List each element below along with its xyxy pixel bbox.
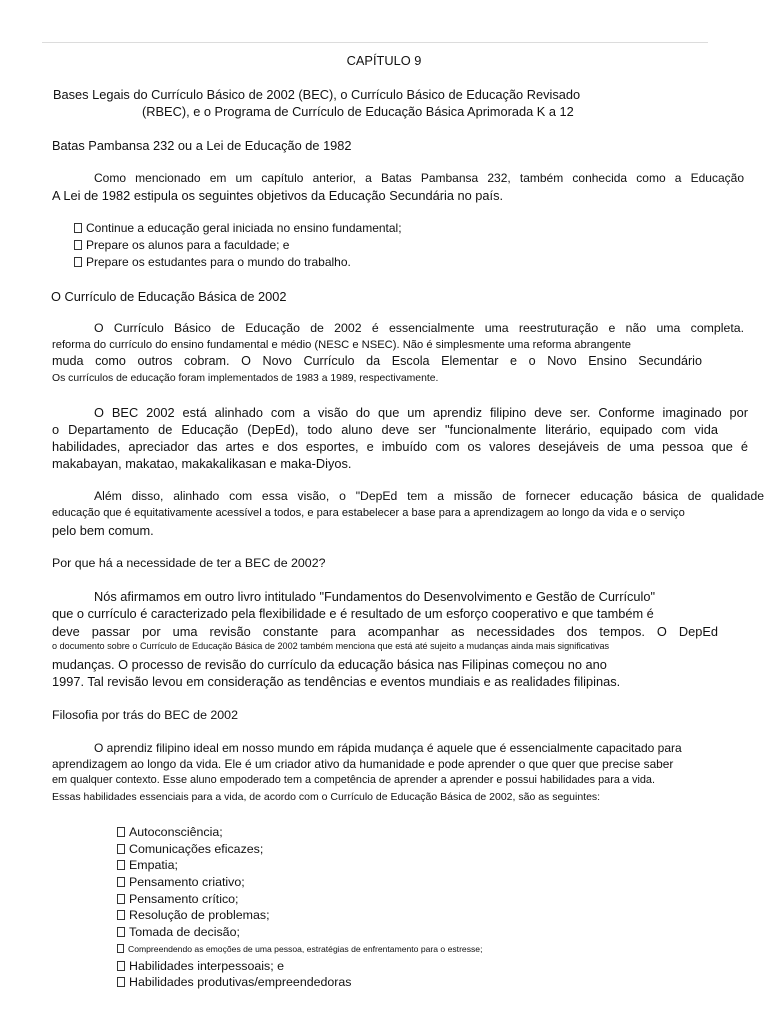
list-item: Habilidades interpessoais; e	[117, 959, 284, 974]
list-item: Pensamento criativo;	[117, 875, 245, 890]
section-title-why-bec: Por que há a necessidade de ter a BEC de 2002?	[52, 556, 326, 570]
checkbox-bullet-icon	[117, 877, 125, 887]
paragraph-line: que o currículo é caracterizado pela flexibilidade e é resultado de um esforço cooperativo e que também é	[52, 606, 654, 621]
paragraph-line: reforma do currículo do ensino fundamental e médio (NESC e NSEC). Não é simplesmente uma reforma abrangente	[52, 339, 631, 351]
paragraph-line: O Currículo Básico de Educação de 2002 é essencialmente uma reestruturação e não uma completa.	[94, 321, 744, 335]
checkbox-bullet-icon	[117, 944, 124, 953]
paragraph-line: Nós afirmamos em outro livro intitulado "Fundamentos do Desenvolvimento e Gestão de Currículo"	[94, 589, 656, 604]
list-item: Prepare os alunos para a faculdade; e	[74, 238, 289, 253]
list-item: Continue a educação geral iniciada no ensino fundamental;	[74, 221, 402, 236]
paragraph-line: O aprendiz filipino ideal em nosso mundo em rápida mudança é aquele que é essencialmente capacitado para	[94, 741, 682, 755]
paragraph-line: O BEC 2002 está alinhado com a visão do que um aprendiz filipino deve ser. Conforme imaginado por	[94, 405, 748, 420]
paragraph-line: muda como outros cobram. O Novo Currículo da Escola Elementar e o Novo Ensino Secundário	[52, 354, 702, 368]
heading-line-2: (RBEC), e o Programa de Currículo de Educação Básica Aprimorada K a 12	[142, 104, 574, 119]
paragraph-line: Essas habilidades essenciais para a vida, de acordo com o Currículo de Educação Básica de 2002, são as seguintes:	[52, 791, 601, 803]
section-title-philosophy: Filosofia por trás do BEC de 2002	[52, 708, 238, 722]
top-divider	[42, 42, 708, 43]
checkbox-bullet-icon	[117, 927, 125, 937]
checkbox-bullet-icon	[117, 961, 125, 971]
paragraph-line: habilidades, apreciador das artes e dos esportes, e imbuído com os valores desejáveis de uma pessoa que é	[52, 439, 748, 454]
paragraph-line: Como mencionado em um capítulo anterior, a Batas Pambansa 232, também conhecida como a Educação	[94, 171, 744, 185]
list-item: Autoconsciência;	[117, 825, 223, 840]
checkbox-bullet-icon	[117, 977, 125, 987]
checkbox-bullet-icon	[117, 894, 125, 904]
checkbox-bullet-icon	[74, 240, 82, 250]
paragraph-line: Além disso, alinhado com essa visão, o "DepEd tem a missão de fornecer educação básica de qualidade	[94, 489, 764, 503]
checkbox-bullet-icon	[74, 257, 82, 267]
chapter-title: CAPÍTULO 9	[346, 53, 422, 68]
list-item: Comunicações eficazes;	[117, 842, 263, 857]
checkbox-bullet-icon	[117, 827, 125, 837]
checkbox-bullet-icon	[117, 844, 125, 854]
paragraph-line: mudanças. O processo de revisão do currículo da educação básica nas Filipinas começou no ano	[52, 657, 607, 672]
section-title-bp232: Batas Pambansa 232 ou a Lei de Educação de 1982	[52, 138, 352, 153]
list-item: Tomada de decisão;	[117, 925, 240, 940]
paragraph-line: o documento sobre o Currículo de Educação Básica de 2002 também menciona que está até sujeito a mudanças ainda mais significativas	[52, 641, 610, 651]
list-item: Empatia;	[117, 858, 178, 873]
paragraph-line: aprendizagem ao longo da vida. Ele é um criador ativo da humanidade e pode aprender o que quer que precise saber	[52, 757, 674, 771]
list-item: Resolução de problemas;	[117, 908, 270, 923]
paragraph-line: deve passar por uma revisão constante para acompanhar as necessidades dos tempos. O DepEd	[52, 624, 718, 639]
list-item: Habilidades produtivas/empreendedoras	[117, 975, 351, 990]
paragraph-line: pelo bem comum.	[52, 523, 154, 538]
section-title-bec2002: O Currículo de Educação Básica de 2002	[51, 289, 287, 304]
paragraph-line: o Departamento de Educação (DepEd), todo aluno deve ser "funcionalmente literário, equipado com vida	[52, 422, 718, 437]
paragraph-line: makabayan, makatao, makakalikasan e maka-Diyos.	[52, 456, 352, 471]
paragraph-line: Os currículos de educação foram implementados de 1983 a 1989, respectivamente.	[52, 373, 439, 384]
paragraph-line: educação que é equitativamente acessível a todos, e para estabelecer a base para a aprendizagem ao longo da vida e o serviço	[52, 507, 685, 519]
checkbox-bullet-icon	[74, 223, 82, 233]
heading-line-1: Bases Legais do Currículo Básico de 2002 (BEC), o Currículo Básico de Educação Revisado	[53, 87, 581, 102]
paragraph-line: 1997. Tal revisão levou em consideração as tendências e eventos mundiais e as realidades filipinas.	[52, 674, 621, 689]
paragraph-line: em qualquer contexto. Esse aluno empoderado tem a competência de aprender a aprender e possui habilidades para a vida.	[52, 774, 656, 786]
checkbox-bullet-icon	[117, 910, 125, 920]
list-item: Prepare os estudantes para o mundo do trabalho.	[74, 255, 351, 270]
list-item: Compreendendo as emoções de uma pessoa, estratégias de enfrentamento para o estresse;	[117, 943, 482, 955]
list-item: Pensamento crítico;	[117, 892, 239, 907]
paragraph-line: A Lei de 1982 estipula os seguintes objetivos da Educação Secundária no país.	[52, 188, 504, 203]
checkbox-bullet-icon	[117, 860, 125, 870]
